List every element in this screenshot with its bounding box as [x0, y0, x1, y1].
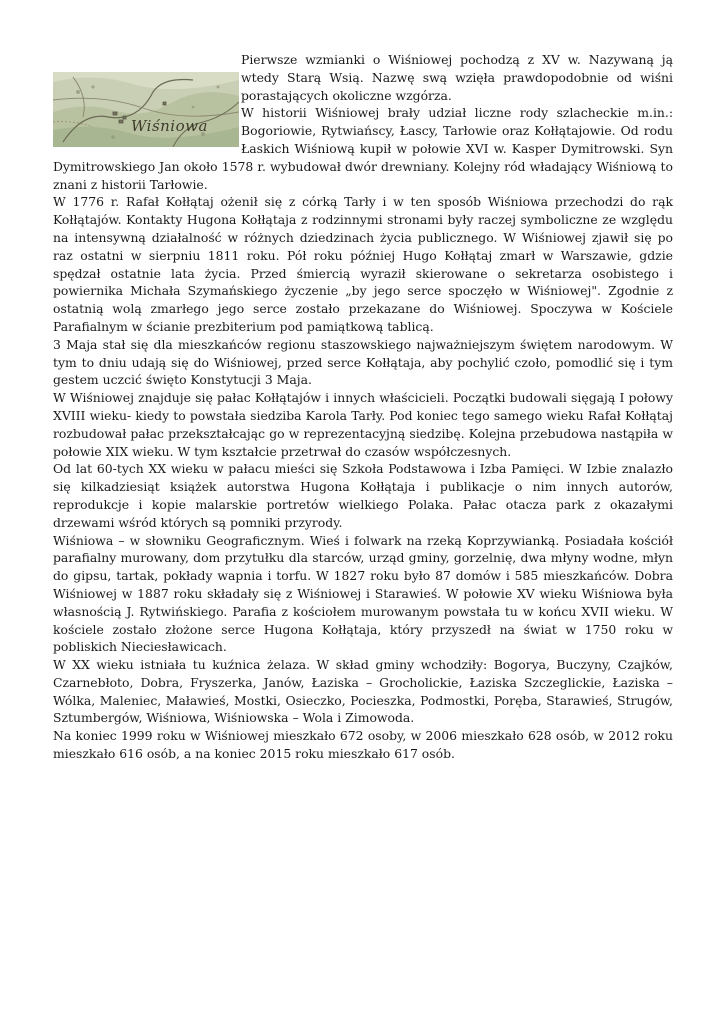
paragraph-5: W Wiśniowej znajduje się pałac Kołłątajów i innych właścicieli. Początki budowali sięgają I połowy XVIII wieku- kiedy to powstała siedziba Karola Tarły. Pod koniec tego samego wieku Rafał Kołłątaj rozbudował pałac przekształcając go w reprezentacyjną siedzibę. Kolejna przebudowa nastąpiła w połowie XIX wieku. W tym kształcie przetrwał do czasów współczesnych.: [53, 390, 673, 459]
document-body: [53, 51, 673, 763]
paragraph-1: Pierwsze wzmianki o Wiśniowej pochodzą z XV w. Nazywaną ją wtedy Starą Wsią. Nazwę swą wzięła prawdopodobnie od wiśni porastających okoliczne wzgórza.: [241, 52, 673, 103]
paragraph-2: W historii Wiśniowej brały udział liczne rody szlacheckie m.in.: Bogoriowie, Rytwiańscy, Łascy, Tarłowie oraz Kołłątajowie. Od rodu Łaskich Wiśniową kupił w połowie XVI w. Kasper Dymitrowski. Syn Dymitrowskiego Jan około 1578 r. wybudował dwór drewniany. Kolejny ród władający Wiśniową to znani z historii Tarłowie.: [53, 105, 673, 192]
map-place-label: Wiśniowa: [131, 117, 208, 135]
paragraph-3: W 1776 r. Rafał Kołłątaj ożenił się z córką Tarły i w ten sposób Wiśniowa przechodzi do rąk Kołłątajów. Kontakty Hugona Kołłątaja z rodzinnymi stronami były raczej symboliczne ze względu na intensywną działalność w różnych dziedzinach życia publicznego. W Wiśniowej zjawił się po raz ostatni w sierpniu 1811 roku. Pół roku później Hugo Kołłątaj zmarł w Warszawie, gdzie spędzał ostatnie lata życia. Przed śmiercią wyraził skierowane o sekretarza osobistego i powiernika Michała Szymańskiego życzenie „by jego serce spoczęło w Wiśniowej". Zgodnie z ostatnią wolą zmarłego jego serce zostało przekazane do Wiśniowej. Spoczywa w Kościele Parafialnym w ścianie prezbiterium pod pamiątkową tablicą.: [53, 194, 673, 334]
paragraph-4: 3 Maja stał się dla mieszkańców regionu staszowskiego najważniejszym świętem narodowym. W tym to dniu udają się do Wiśniowej, przed serce Kołłątaja, aby pochylić czoło, pomodlić się i tym gestem uczcić święto Konstytucji 3 Maja.: [53, 336, 673, 388]
paragraph-9: Na koniec 1999 roku w Wiśniowej mieszkało 672 osoby, w 2006 mieszkało 628 osób, w 2012 roku mieszkało 616 osób, a na koniec 2015 roku mieszkało 617 osób.: [53, 728, 673, 762]
paragraph-8: W XX wieku istniała tu kuźnica żelaza. W skład gminy wchodziły: Bogorya, Buczyny, Czajków, Czarnebłoto, Dobra, Fryszerka, Janów, Łaziska – Grocholickie, Łaziska Szczeglickie, Łaziska – Wólka, Maleniec, Maławieś, Mostki, Osieczko, Pocieszka, Podmostki, Poręba, Starawieś, Strugów, Sztumbergów, Wiśniowa, Wiśniowska – Wola i Zimowoda.: [53, 657, 673, 726]
paragraph-6: Od lat 60-tych XX wieku w pałacu mieści się Szkoła Podstawowa i Izba Pamięci. W Izbie znalazło się kilkadziesiąt książek autorstwa Hugona Kołłątaja i publikacje o nim innych autorów, reprodukcje i kopie malarskie portretów wielkiego Polaka. Pałac otacza park z okazałymi drzewami wśród których są pomniki przyrody.: [53, 461, 673, 530]
paragraph-7: Wiśniowa – w słowniku Geograficznym. Wieś i folwark na rzeką Koprzywianką. Posiadała kościół parafialny murowany, dom przytułku dla starców, urząd gminy, gorzelnię, dwa młyny wodne, młyn do gipsu, tartak, pokłady wapnia i torfu. W 1827 roku było 87 domów i 585 mieszkańców. Dobra Wiśniowej w 1887 roku składały się z Wiśniowej i Starawieś. W połowie XV wieku Wiśniowa była własnością J. Rytwińskiego. Parafia z kościołem murowanym powstała tu w końcu XVII wieku. W kościele zostało złożone serce Hugona Kołłątaja, który przyszedł na świat w 1750 roku w pobliskich Nieciesławicach.: [53, 532, 673, 655]
historical-map-image: [53, 72, 239, 147]
